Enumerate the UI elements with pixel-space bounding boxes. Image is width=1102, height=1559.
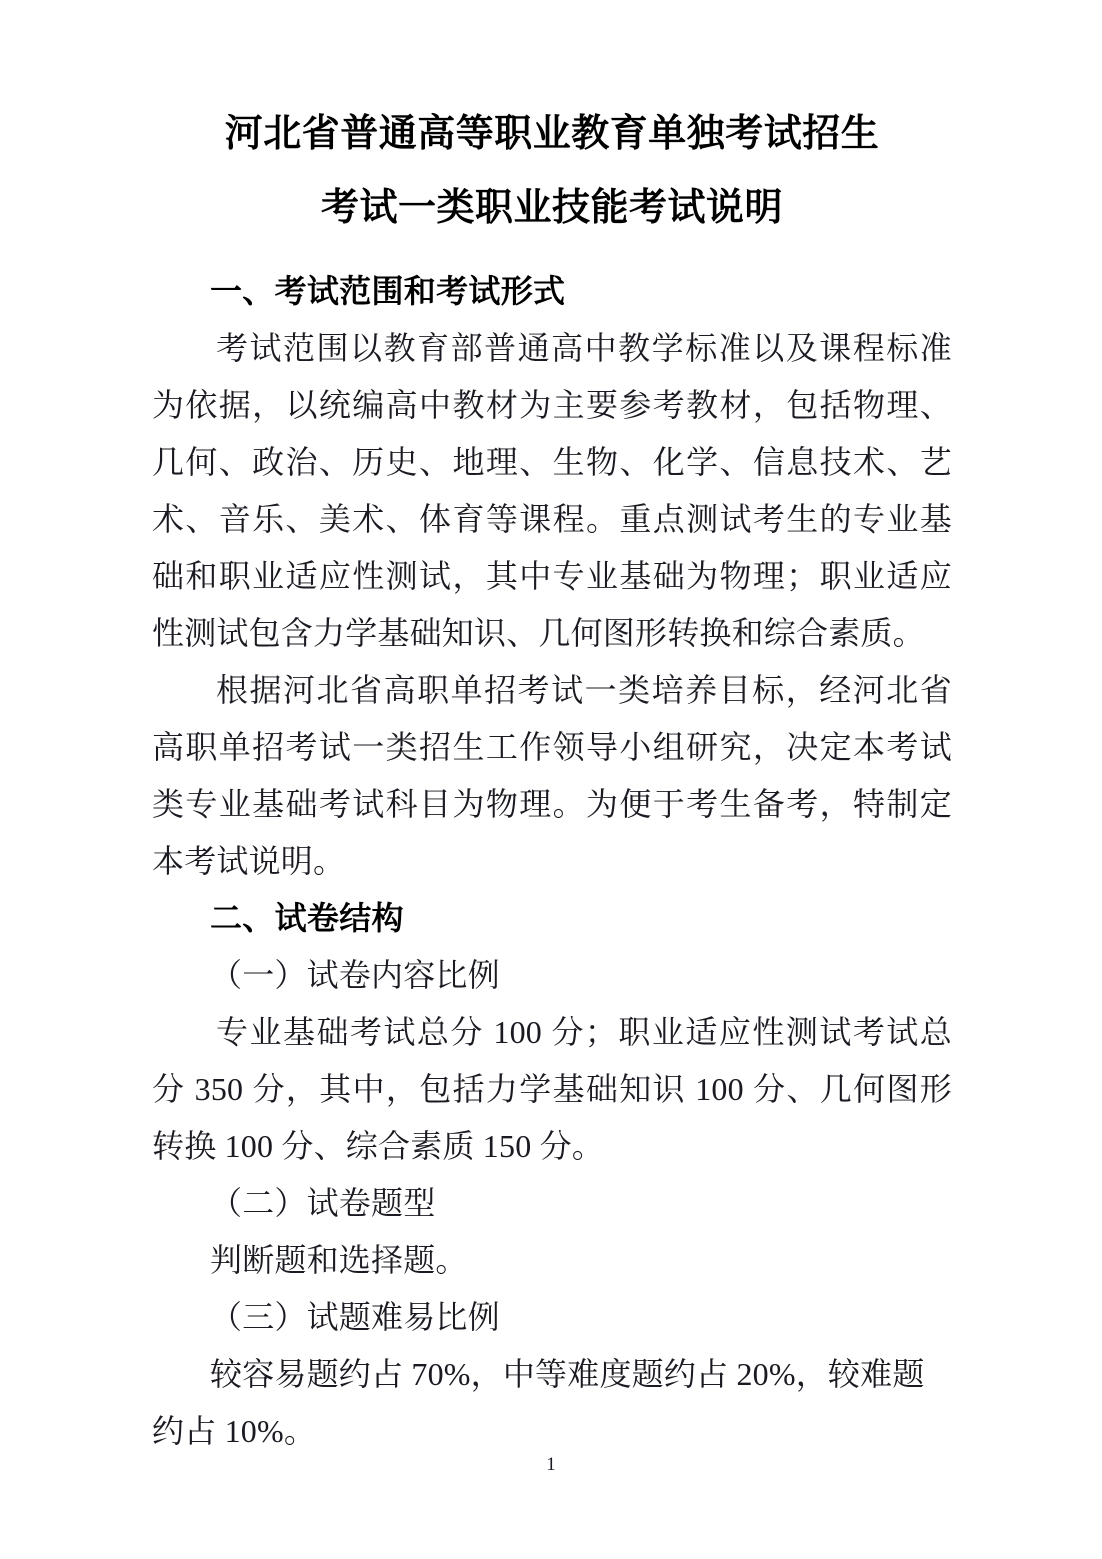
page-number: 1 — [546, 1454, 556, 1475]
page-title-line-2: 考试一类职业技能考试说明 — [320, 187, 783, 229]
title-spacer — [152, 245, 952, 263]
subsection-body-1: 专业基础考试总分 100 分；职业适应性测试考试总分 350 分，其中，包括力学基础知识 100 分、几何图形转换 100 分、综合素质 150 分。 — [152, 1014, 952, 1164]
subsection-body-3: 较容易题约占 70%，中等难度题约占 20%，较难题约占 10%。 — [152, 1356, 925, 1449]
section-1-paragraph-2: 根据河北省高职单招考试一类培养目标，经河北省高职单招考试一类招生工作领导小组研究，决定本考试类专业基础考试科目为物理。为便于考生备考，特制定本考试说明。 — [152, 672, 952, 879]
section-heading-1: 一、考试范围和考试形式 — [210, 273, 566, 309]
subsection-body-2: 判断题和选择题。 — [210, 1242, 468, 1278]
page-title-line-1: 河北省普通高等职业教育单独考试招生 — [224, 113, 880, 155]
subsection-label-2: （二）试卷题型 — [210, 1185, 436, 1221]
subsection-label-3: （三）试题难易比例 — [210, 1299, 500, 1335]
subsection-label-1: （一）试卷内容比例 — [210, 957, 500, 993]
section-1-paragraph-1: 考试范围以教育部普通高中教学标准以及课程标准为依据，以统编高中教材为主要参考教材，包括物理、几何、政治、历史、地理、生物、化学、信息技术、艺术、音乐、美术、体育等课程。重点测试考生的专业基础和职业适应性测试，其中专业基础为物理；职业适应性测试包含力学基础知识、几何图形转换和综合素质。 — [152, 330, 952, 651]
document-content — [152, 0, 952, 1460]
page-title — [152, 0, 952, 245]
section-heading-2: 二、试卷结构 — [210, 900, 404, 936]
